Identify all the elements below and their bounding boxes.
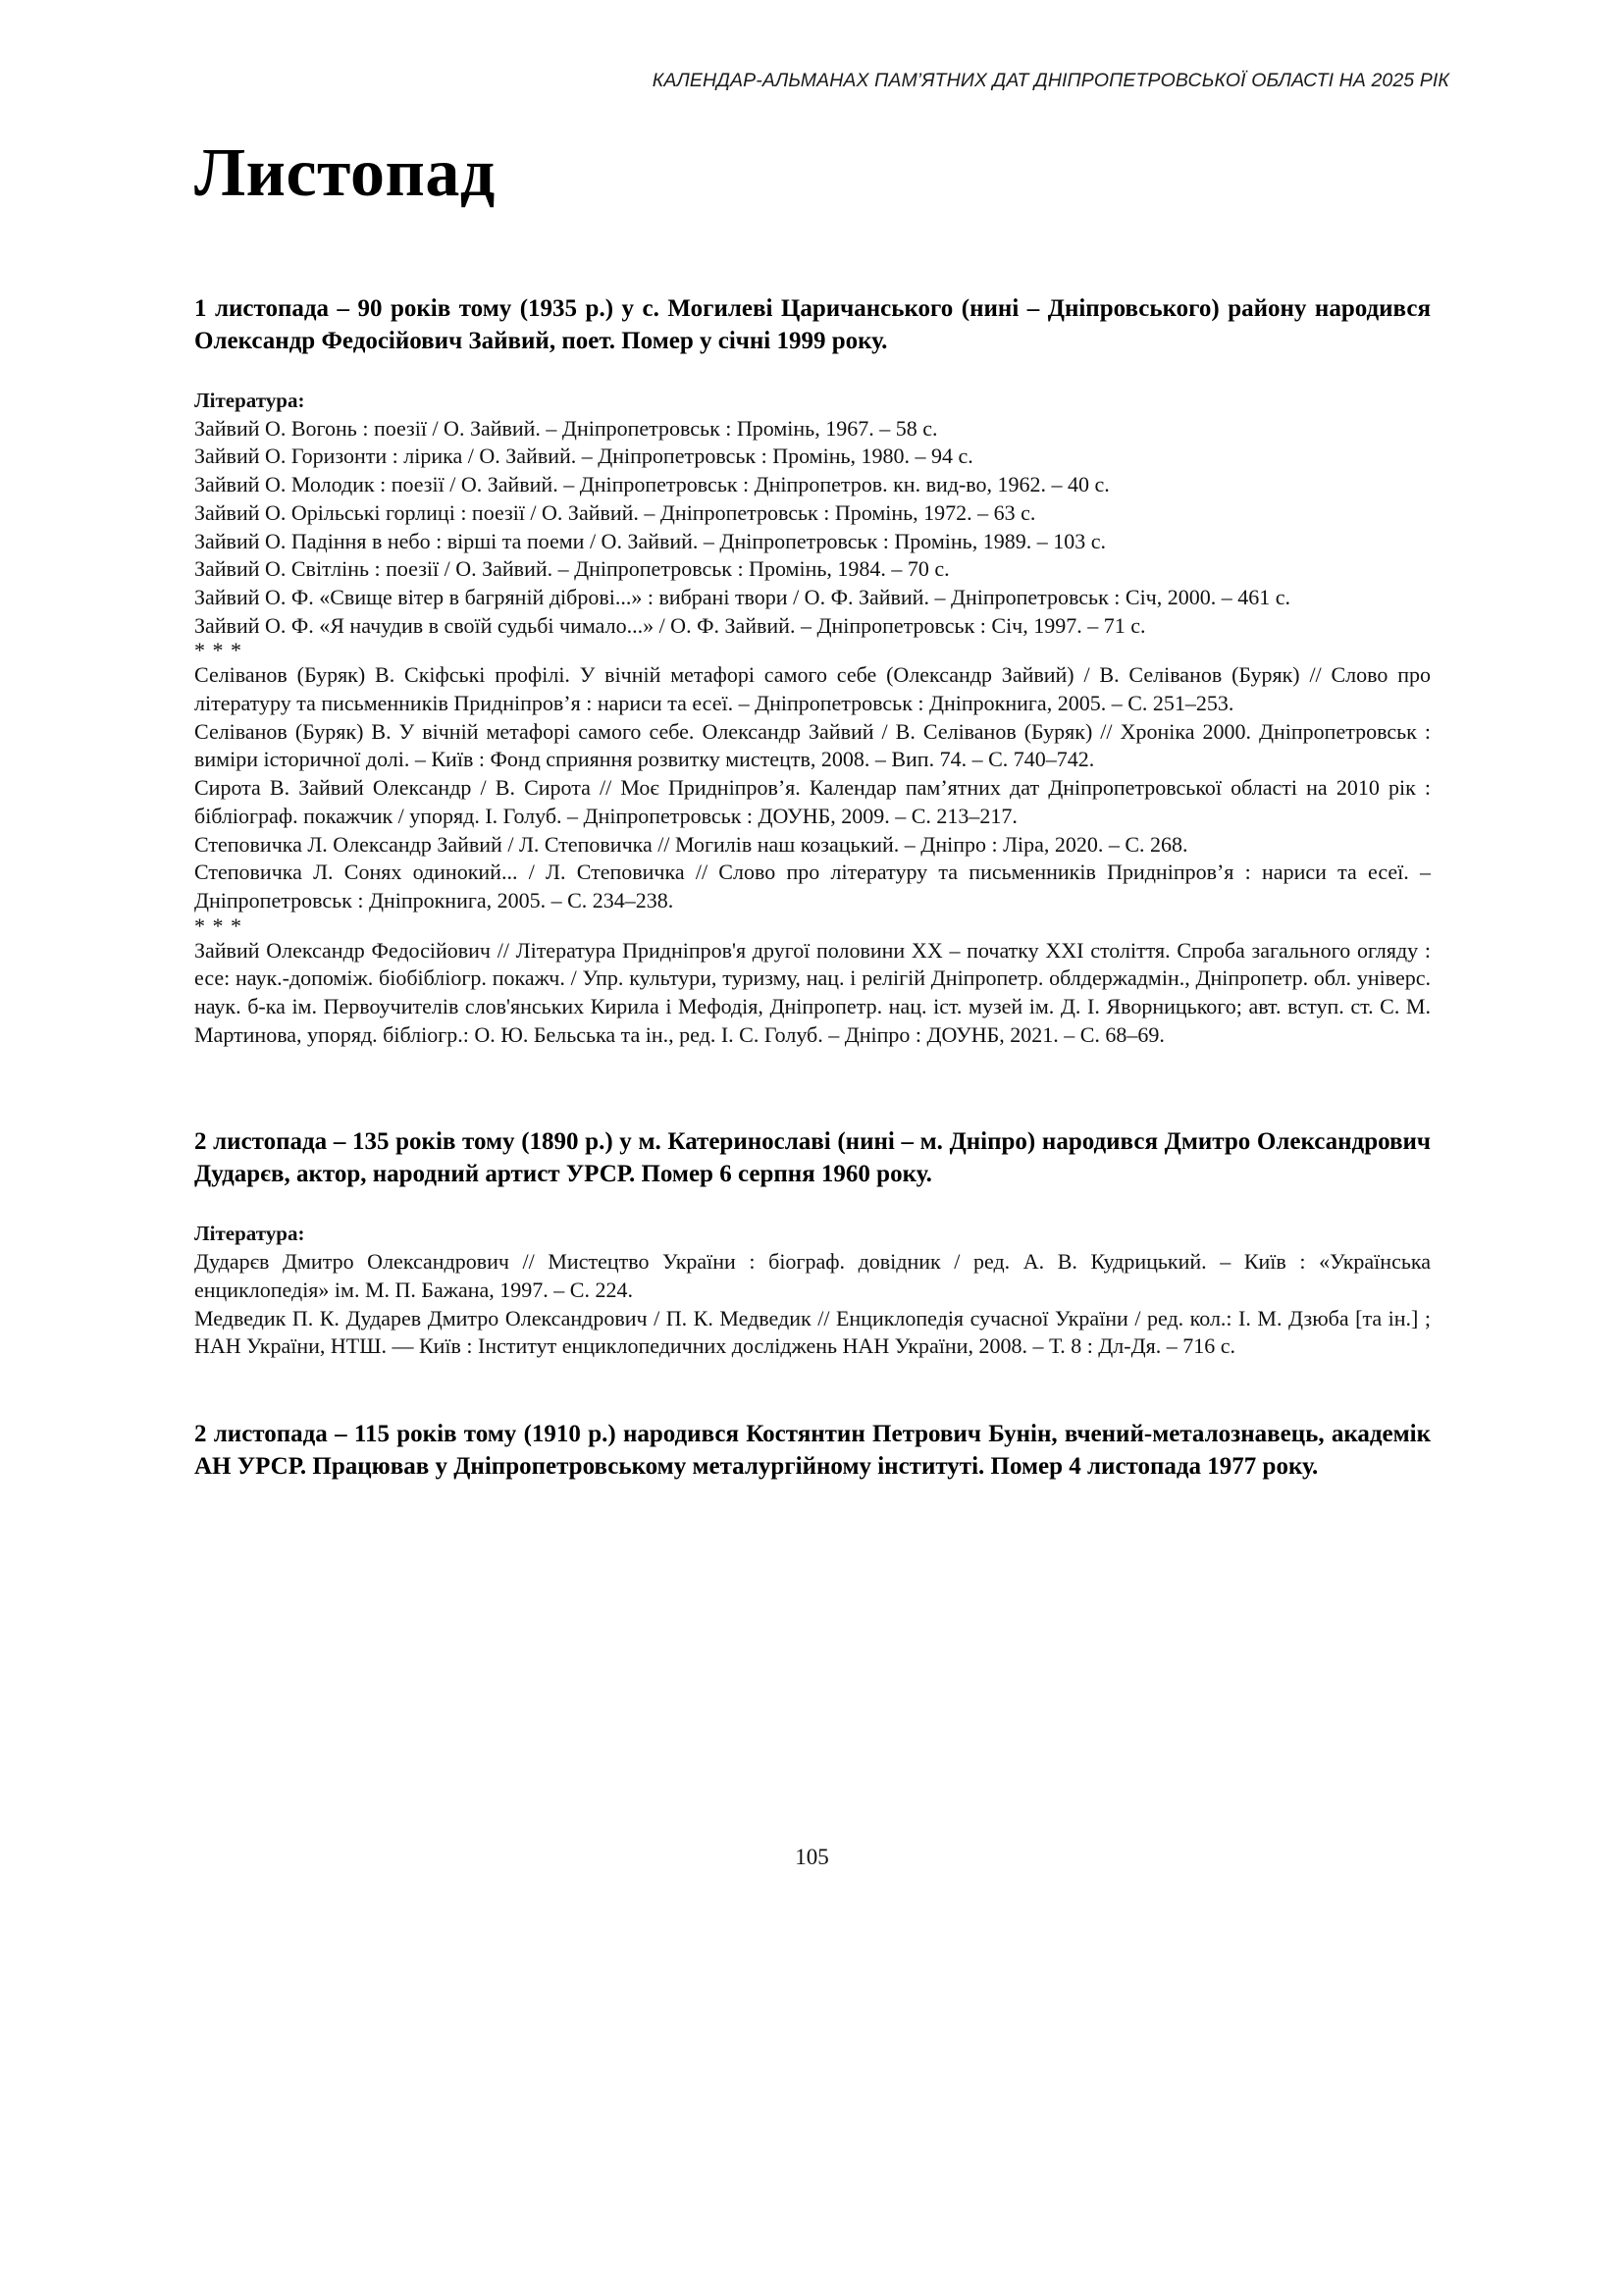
entry-2: [194, 1125, 1431, 1361]
literature-item: Зайвий О. Ф. «Я начудив в своїй судьбі чимало...» / О. Ф. Зайвий. – Дніпропетровськ : Січ, 1997. – 71 с.: [194, 612, 1146, 638]
literature-label: Література:: [194, 389, 305, 412]
literature-item: Зайвий О. Орільські горлиці : поезії / О. Зайвий. – Дніпропетровськ : Промінь, 1972. – 63 с.: [194, 499, 1036, 525]
page-title: Листопад: [194, 135, 496, 211]
literature-item: Селіванов (Буряк) В. Скіфські профілі. У вічній метафорі самого себе (Олександр Зайвий) / В. Селіванов (Буряк) // Слово про літературу та письменників Придніпров’я : нариси та есеї. – Дніпропетровськ : Дніпрокнига, 2005. – С. 251–253.: [194, 662, 1431, 716]
page-number: 105: [795, 1845, 829, 1869]
section-separator: * * *: [194, 913, 242, 938]
literature-block: [194, 387, 1431, 1049]
entry-heading: 1 листопада – 90 років тому (1935 р.) у с. Могилеві Царичанського (нині – Дніпровського) району народився Олександр Федосійович Зайвий, поет. Помер у січні 1999 року.: [194, 295, 1431, 354]
literature-item: Зайвий О. Світлінь : поезії / О. Зайвий. – Дніпропетровськ : Промінь, 1984. – 70 с.: [194, 556, 950, 582]
literature-label: Література:: [194, 1222, 305, 1246]
section-separator: * * *: [194, 638, 242, 663]
literature-item: Дударєв Дмитро Олександрович // Мистецтво України : біограф. довідник / ред. А. В. Кудрицький. – Київ : «Українська енциклопедія» ім. М. П. Бажана, 1997. – С. 224.: [194, 1249, 1431, 1302]
literature-item: Селіванов (Буряк) В. У вічній метафорі самого себе. Олександр Зайвий / В. Селіванов (Буряк) // Хроніка 2000. Дніпропетровськ : виміри історичної долі. – Київ : Фонд сприяння розвитку мистецтв, 2008. – Вип. 74. – С. 740–742.: [194, 718, 1431, 772]
literature-item: Зайвий О. Падіння в небо : вірші та поеми / О. Зайвий. – Дніпропетровськ : Промінь, 1989. – 103 с.: [194, 528, 1106, 553]
literature-item: Степовичка Л. Олександр Зайвий / Л. Степовичка // Могилів наш козацький. – Дніпро : Ліра, 2020. – С. 268.: [194, 831, 1188, 857]
literature-item: Зайвий О. Молодик : поезії / О. Зайвий. – Дніпропетровськ : Дніпропетров. кн. вид-во, 1962. – 40 с.: [194, 472, 1110, 497]
literature-item: Степовичка Л. Сонях одинокий... / Л. Степовичка // Слово про літературу та письменників Придніпров’я : нариси та есеї. – Дніпропетровськ : Дніпрокнига, 2005. – С. 234–238.: [194, 860, 1431, 913]
entry-3: [194, 1418, 1431, 1483]
literature-item: Медведик П. К. Дударев Дмитро Олександрович / П. К. Медведик // Енциклопедія сучасної України / ред. кол.: І. М. Дзюба [та ін.] ; НАН України, НТШ. — Київ : Інститут енциклопедичних досліджень НАН України, 2008. – Т. 8 : Дл-Дя. – 716 с.: [194, 1305, 1431, 1359]
entry-1: [194, 292, 1431, 1049]
literature-item: Зайвий О. Ф. «Свище вітер в багряній діброві...» : вибрані твори / О. Ф. Зайвий. – Дніпропетровськ : Січ, 2000. – 461 с.: [194, 584, 1291, 609]
entry-heading: 2 листопада – 135 років тому (1890 р.) у м. Катеринославі (нині – м. Дніпро) народився Дмитро Олександрович Дударєв, актор, народний артист УРСР. Помер 6 серпня 1960 року.: [194, 1128, 1431, 1188]
literature-item: Зайвий О. Вогонь : поезії / О. Зайвий. – Дніпропетровськ : Промінь, 1967. – 58 с.: [194, 415, 938, 441]
literature-item: Зайвий О. Горизонти : лірика / О. Зайвий. – Дніпропетровськ : Промінь, 1980. – 94 с.: [194, 443, 973, 469]
literature-item: Сирота В. Зайвий Олександр / В. Сирота // Моє Придніпров’я. Календар пам’ятних дат Дніпропетровської області на 2010 рік : бібліограф. покажчик / упоряд. І. Голуб. – Дніпропетровськ : ДОУНБ, 2009. – С. 213–217.: [194, 775, 1431, 828]
entry-heading: 2 листопада – 115 років тому (1910 р.) народився Костянтин Петрович Бунін, вчений-металознавець, академік АН УРСР. Працював у Дніпропетровському металургійному інституті. Помер 4 листопада 1977 року.: [194, 1420, 1431, 1480]
entries-list: [194, 292, 1431, 1483]
literature-block: [194, 1220, 1431, 1361]
literature-item: Зайвий Олександр Федосійович // Література Придніпров'я другої половини ХХ – початку ХХІ століття. Спроба загального огляду : есе: наук.-допоміж. біобібліогр. покажч. / Упр. культури, туризму, нац. і релігій Дніпропетр. облдержадмін., Дніпропетр. обл. універс. наук. б-ка ім. Первоучителів слов'янських Кирила і Мефодія, Дніпропетр. нац. іст. музей ім. Д. І. Яворницького; авт. вступ. ст. С. М. Мартинова, упоряд. бібліогр.: О. Ю. Бельська та ін., ред. І. С. Голуб. – Дніпро : ДОУНБ, 2021. – С. 68–69.: [194, 937, 1431, 1047]
running-header: КАЛЕНДАР-АЛЬМАНАХ ПАМ’ЯТНИХ ДАТ ДНІПРОПЕТРОВСЬКОЇ ОБЛАСТІ НА 2025 РІК: [652, 70, 1449, 91]
